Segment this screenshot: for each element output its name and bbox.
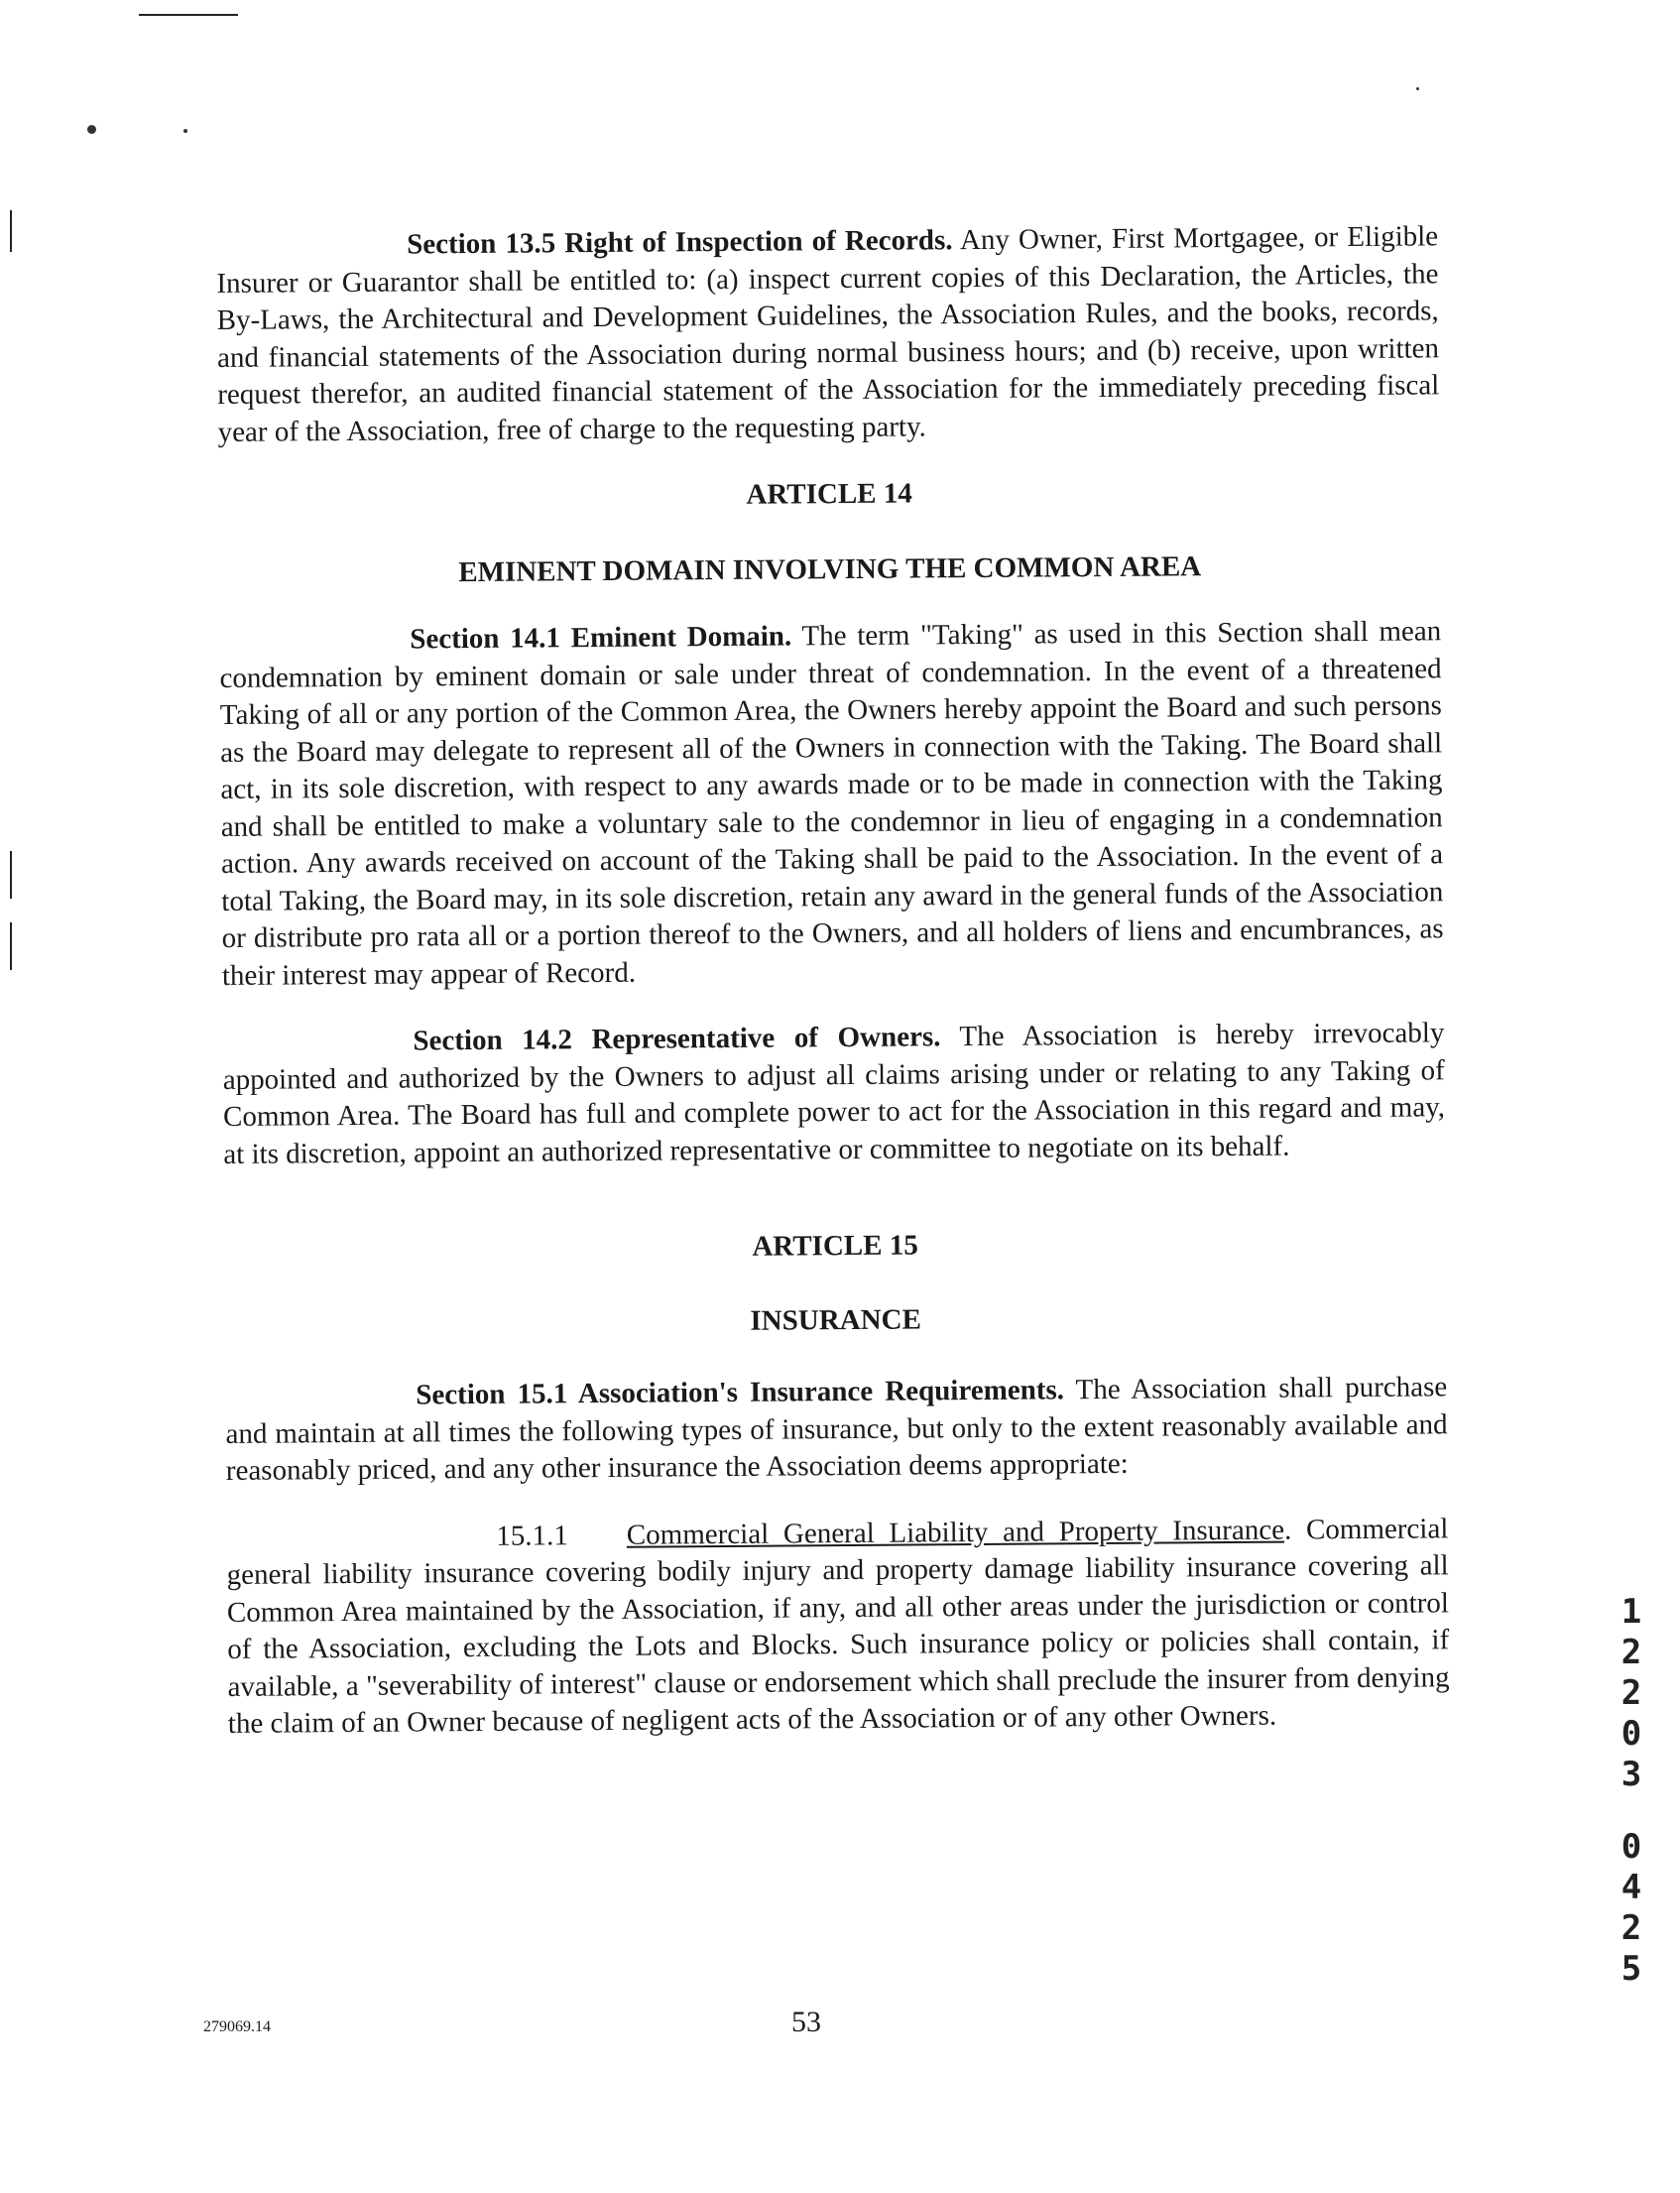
article-15-title: INSURANCE: [750, 1302, 921, 1337]
section-14-1-label: Section 14.1 Eminent Domain.: [410, 620, 792, 656]
scan-artifact-top-line: [139, 14, 238, 16]
stamp-digit: 2: [1620, 1673, 1642, 1713]
section-14-2-label: Section 14.2 Representative of Owners.: [413, 1021, 941, 1057]
stamp-digit: 1: [1620, 1592, 1642, 1632]
section-15-1-label: Section 15.1 Association's Insurance Requirements.: [416, 1374, 1065, 1411]
section-13-5-text: Any Owner, First Mortgagee, or Eligible Insurer or Guarantor shall be entitled to: (a) inspect current copies of this Declaration, the Articles, the By-Laws, the Architectural and Development Guidelines, the Association Rules, and the books, records, and financial statements of the Association during normal business hours; and (b) receive, upon written request therefor, an audited financial statement of the Association for the immediately preceding fiscal year of the Association, free of charge to the requesting party.: [216, 220, 1440, 448]
scan-artifact-left-mark: [10, 851, 12, 899]
section-14-2-text: The Association is hereby irrevocably appointed and authorized by the Owners to adjust all claims arising under or relating to any Taking of Common Area. The Board has full and complete power to act for the Association in this regard and may, at its discretion, appoint an authorized representative or committee to negotiate on its behalf.: [222, 1017, 1446, 1170]
stamp-digit: 4: [1620, 1868, 1642, 1907]
section-15-1-1-number: 15.1.1: [496, 1519, 568, 1552]
article-15-number: ARTICLE 15: [752, 1229, 918, 1263]
section-13-5: [216, 218, 1440, 451]
scan-speck: [1416, 87, 1419, 90]
scan-artifact-left-mark: [10, 210, 12, 252]
page-number: 53: [791, 2006, 821, 2038]
stamp-digit: 0: [1620, 1714, 1642, 1754]
stamp-digit: 5: [1620, 1949, 1642, 1989]
section-14-1-text: The term "Taking" as used in this Section shall mean condemnation by eminent domain or sale under threat of condemnation. In the event of a threatened Taking of all or any portion of the Common Area, the Owners hereby appoint the Board and such persons as the Board may delegate to represent all of the Owners in connection with the Taking. The Board shall act, in its sole discretion, with respect to any awards made or to be made in connection with the Taking and shall be entitled to make a voluntary sale to the condemnor in lieu of engaging in a condemnation action. Any awards received on account of the Taking shall be paid to the Association. In the event of a total Taking, the Board may, in its sole discretion, retain any award in the general funds of the Association or distribute pro rata all or a portion thereof to the Owners, and all holders of liens and encumbrances, as their interest may appear of Record.: [219, 615, 1444, 992]
section-15-1: [225, 1369, 1448, 1490]
section-15-1-text: The Association shall purchase and maintain at all times the following types of insurance, but only to the extent reasonably available and reasonably priced, and any other insurance the Association deems appropriate:: [225, 1371, 1448, 1487]
section-13-5-label: Section 13.5 Right of Inspection of Records.: [407, 224, 953, 261]
section-14-2: [222, 1015, 1445, 1173]
stamp-digit: 3: [1620, 1755, 1642, 1794]
article-14-number: ARTICLE 14: [746, 477, 912, 511]
scan-speck: [87, 125, 96, 134]
stamp-digit: 2: [1620, 1633, 1642, 1672]
stamp-digit: 2: [1620, 1908, 1642, 1948]
recording-stamp: [1607, 1592, 1656, 1990]
section-15-1-1: 15.1.1 Commercial General Liability and Property Insurance. Commercial general liability insurance covering bodily injury and property damage liability insurance covering all Common Area maintained by the Association, if any, and all other areas under the jurisdiction or control of the Association, excluding the Lots and Blocks. Such insurance policy or policies shall contain, if available, a "severability of interest" clause or endorsement which shall preclude the insurer from denying the claim of an Owner because of negligent acts of the Association or of any other Owners.: [226, 1512, 1450, 1740]
document-id: 279069.14: [203, 2018, 271, 2035]
section-15-1-1-heading: Commercial General Liability and Property Insurance: [626, 1514, 1285, 1551]
scan-artifact-left-mark: [10, 922, 12, 970]
section-15-1-1-text: Commercial general liability insurance covering bodily injury and property damage liability insurance covering all Common Area maintained by the Association, if any, and all other areas under the jurisdiction or control of the Association, excluding the Lots and Blocks. Such insurance policy or policies shall contain, if available, a "severability of interest" clause or endorsement which shall preclude the insurer from denying the claim of an Owner because of negligent acts of the Association or of any other Owners.: [226, 1512, 1450, 1740]
document-body: [216, 218, 1450, 1772]
scan-speck: [183, 129, 187, 133]
stamp-digit: 0: [1620, 1827, 1642, 1867]
section-14-1: [219, 613, 1444, 995]
article-14-title: EMINENT DOMAIN INVOLVING THE COMMON AREA: [458, 549, 1202, 588]
